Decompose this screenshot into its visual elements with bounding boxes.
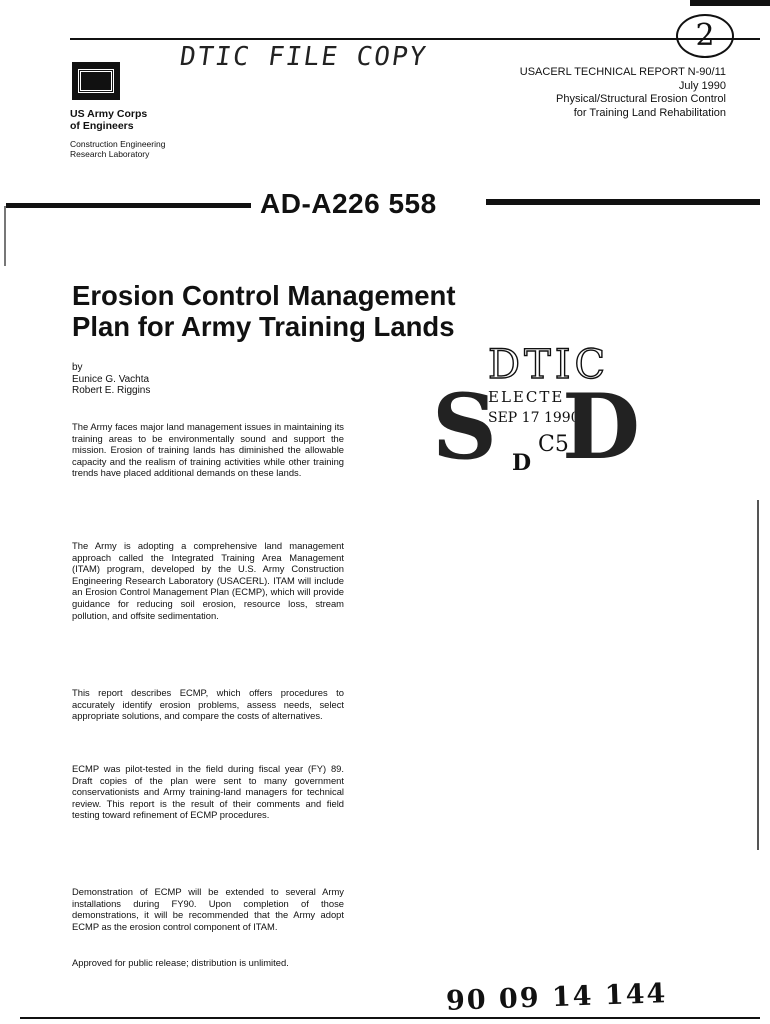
stamp-initials: C5 — [538, 432, 569, 457]
laboratory-name: Construction Engineering Research Laboratory — [70, 139, 166, 159]
scan-artifact — [4, 206, 6, 266]
stamp-dtic-text: DTIC — [488, 342, 610, 388]
castle-icon — [78, 69, 114, 93]
author-name: Robert E. Riggins — [72, 385, 151, 396]
accession-number: 90 09 14 144 — [445, 978, 668, 1017]
corps-of-engineers-logo — [72, 62, 120, 100]
ad-rule-right — [486, 199, 760, 205]
report-id: USACERL TECHNICAL REPORT N-90/11 — [519, 66, 726, 78]
ad-number: AD-A226 558 — [260, 188, 437, 219]
ad-rule-left — [6, 203, 251, 208]
stamp-elected-text: ELECTE — [488, 388, 565, 406]
report-title: Erosion Control Management Plan for Army Training Lands — [72, 280, 456, 342]
stamp-letter-s: S — [432, 374, 497, 480]
authors: by Eunice G. Vachta Robert E. Riggins — [72, 362, 151, 396]
handwritten-number: 2 — [676, 14, 734, 58]
stamp-small-d: D — [512, 450, 532, 476]
release-statement: Approved for public release; distribution is unlimited. — [72, 957, 289, 968]
file-copy-stamp: DTIC FILE COPY — [177, 42, 430, 72]
dtic-elected-stamp — [428, 342, 641, 492]
author-name: Eunice G. Vachta — [72, 373, 150, 385]
abstract-paragraph: This report describes ECMP, which offers procedures to accurately identify erosion problems, assess needs, select appropriate solutions, and compare the costs of alternatives. — [72, 687, 344, 722]
report-subject-line2: for Training Land Rehabilitation — [573, 106, 726, 119]
header-rule — [70, 38, 760, 40]
agency-name: US Army Corps of Engineers — [70, 108, 148, 132]
abstract-paragraph: The Army faces major land management issues in maintaining its training areas to be environmentally sound and support the mission. Erosion of training lands has diminished the allowable capacity and the realism of training activities while other training trends have placed additional demands on these lands. — [72, 421, 344, 479]
abstract-paragraph: ECMP was pilot-tested in the field during fiscal year (FY) 89. Draft copies of the plan were sent to many government conservationists and Army training-land managers for technical review. This report is the result of their comments and field testing toward refinement of ECMP procedures. — [72, 763, 344, 821]
report-info — [520, 66, 726, 120]
stamp-letter-d: D — [562, 374, 641, 480]
report-date: July 1990 — [678, 79, 726, 92]
footer-rule — [20, 1017, 760, 1019]
top-border-bar — [690, 0, 770, 6]
scan-artifact — [757, 500, 759, 850]
abstract-paragraph: Demonstration of ECMP will be extended to several Army installations during FY90. Upon completion of those demonstrations, it will be recommended that the Army adopt ECMP as the erosion control component of ITAM. — [72, 886, 344, 932]
report-subject-line1: Physical/Structural Erosion Control — [556, 93, 726, 105]
stamp-date: SEP 17 1990 — [488, 410, 580, 426]
abstract-paragraph: The Army is adopting a comprehensive land management approach called the Integrated Training Area Management (ITAM) program, developed by the U.S. Army Construction Engineering Research Laboratory (USACERL). ITAM will include an Erosion Control Management Plan (ECMP), which will provide guidance for reducing soil erosion, resource loss, stream pollution, and offsite sedimentation. — [72, 540, 344, 621]
